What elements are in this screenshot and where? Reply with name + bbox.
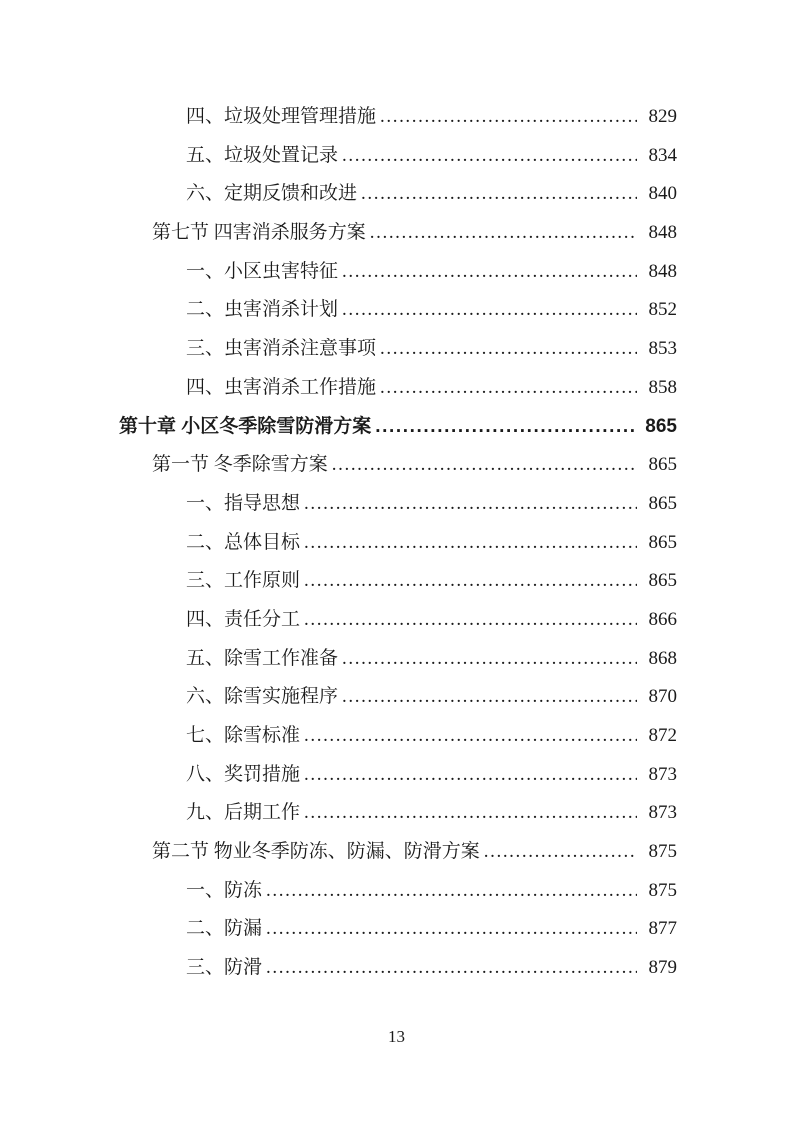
toc-entry[interactable] — [119, 330, 677, 369]
toc-entry[interactable] — [119, 910, 677, 949]
toc-entry-page: 875 — [648, 879, 677, 901]
toc-entry-title: 三、虫害消杀注意事项 — [186, 338, 377, 360]
toc-entry[interactable] — [119, 369, 677, 408]
dot-leader — [332, 446, 637, 485]
toc-entry[interactable] — [119, 291, 677, 330]
dot-leader — [304, 562, 637, 601]
toc-entry-title: 一、小区虫害特征 — [186, 260, 339, 282]
toc-entry-page: 865 — [648, 531, 677, 553]
dot-leader — [304, 756, 637, 795]
toc-entry-page: 853 — [648, 338, 677, 360]
toc-entry[interactable] — [119, 756, 677, 795]
toc-entry[interactable] — [119, 524, 677, 563]
dot-leader — [361, 175, 637, 214]
toc-entry[interactable] — [119, 833, 677, 872]
toc-entry-page: 872 — [648, 725, 677, 746]
toc-entry[interactable] — [119, 640, 677, 679]
toc-entry-title: 一、防冻 — [186, 879, 263, 901]
toc-entry-page: 858 — [648, 376, 677, 398]
dot-leader — [266, 949, 637, 988]
toc-entry-page: 868 — [648, 647, 677, 669]
toc-entry-title: 六、除雪实施程序 — [186, 686, 339, 708]
dot-leader — [375, 408, 637, 447]
toc-entry-page: 865 — [648, 454, 677, 476]
dot-leader — [380, 98, 637, 137]
toc-list — [119, 98, 677, 988]
dot-leader — [304, 524, 637, 563]
footer-page-number: 13 — [388, 1027, 405, 1046]
toc-entry-title: 五、除雪工作准备 — [186, 647, 339, 669]
toc-entry-title: 一、指导思想 — [186, 492, 301, 514]
dot-leader — [370, 214, 637, 253]
toc-entry-page: 870 — [648, 686, 677, 708]
toc-entry[interactable] — [119, 253, 677, 292]
dot-leader — [342, 137, 637, 176]
toc-entry-title: 二、虫害消杀计划 — [186, 299, 339, 321]
dot-leader — [304, 717, 637, 756]
dot-leader — [380, 369, 637, 408]
toc-entry-page: 848 — [648, 260, 677, 282]
dot-leader — [304, 601, 637, 640]
toc-entry-title: 第二节 物业冬季防冻、防漏、防滑方案 — [152, 841, 480, 863]
toc-entry-title: 第十章 小区冬季除雪防滑方案 — [119, 415, 372, 437]
toc-entry-page: 852 — [648, 299, 677, 321]
toc-entry[interactable] — [119, 98, 677, 137]
toc-entry-title: 五、垃圾处置记录 — [186, 144, 339, 166]
toc-entry[interactable] — [119, 794, 677, 833]
toc-entry[interactable] — [119, 175, 677, 214]
toc-entry-title: 三、工作原则 — [186, 570, 301, 592]
toc-entry-title: 四、垃圾处理管理措施 — [186, 106, 377, 127]
toc-entry-page: 873 — [648, 763, 677, 785]
toc-entry-title: 四、虫害消杀工作措施 — [186, 376, 377, 398]
dot-leader — [266, 872, 637, 911]
toc-entry[interactable] — [119, 601, 677, 640]
toc-entry-page: 865 — [648, 570, 677, 592]
dot-leader — [380, 330, 637, 369]
toc-entry-page: 834 — [648, 144, 677, 166]
toc-entry[interactable] — [119, 949, 677, 988]
toc-entry-title: 七、除雪标准 — [186, 725, 301, 746]
toc-entry-title: 第一节 冬季除雪方案 — [152, 454, 328, 476]
dot-leader — [342, 640, 637, 679]
toc-entry[interactable] — [119, 717, 677, 756]
toc-entry[interactable] — [119, 485, 677, 524]
toc-entry[interactable] — [119, 562, 677, 601]
toc-entry[interactable] — [119, 137, 677, 176]
dot-leader — [266, 910, 637, 949]
toc-entry-page: 877 — [648, 918, 677, 940]
toc-entry-page: 840 — [648, 183, 677, 205]
toc-entry[interactable] — [119, 408, 677, 447]
toc-entry-title: 八、奖罚措施 — [186, 763, 301, 785]
toc-entry-page: 873 — [648, 802, 677, 824]
toc-entry-title: 二、防漏 — [186, 918, 263, 940]
toc-entry-page: 879 — [648, 957, 677, 979]
toc-entry[interactable] — [119, 214, 677, 253]
dot-leader — [304, 485, 637, 524]
toc-entry-page: 865 — [648, 492, 677, 514]
toc-entry[interactable] — [119, 678, 677, 717]
toc-entry-page: 875 — [648, 841, 677, 863]
toc-entry-page: 829 — [648, 106, 677, 127]
toc-entry-title: 四、责任分工 — [186, 608, 301, 630]
toc-entry[interactable] — [119, 446, 677, 485]
toc-entry-title: 二、总体目标 — [186, 531, 301, 553]
dot-leader — [342, 291, 637, 330]
toc-entry-page: 865 — [645, 415, 677, 437]
dot-leader — [342, 253, 637, 292]
dot-leader — [304, 794, 637, 833]
toc-entry-title: 九、后期工作 — [186, 802, 301, 824]
dot-leader — [484, 833, 637, 872]
toc-entry[interactable] — [119, 872, 677, 911]
toc-entry-page: 866 — [648, 608, 677, 630]
toc-entry-title: 三、防滑 — [186, 957, 263, 979]
toc-entry-title: 第七节 四害消杀服务方案 — [152, 222, 366, 244]
toc-entry-page: 848 — [648, 222, 677, 244]
toc-entry-title: 六、定期反馈和改进 — [186, 183, 358, 205]
dot-leader — [342, 678, 637, 717]
